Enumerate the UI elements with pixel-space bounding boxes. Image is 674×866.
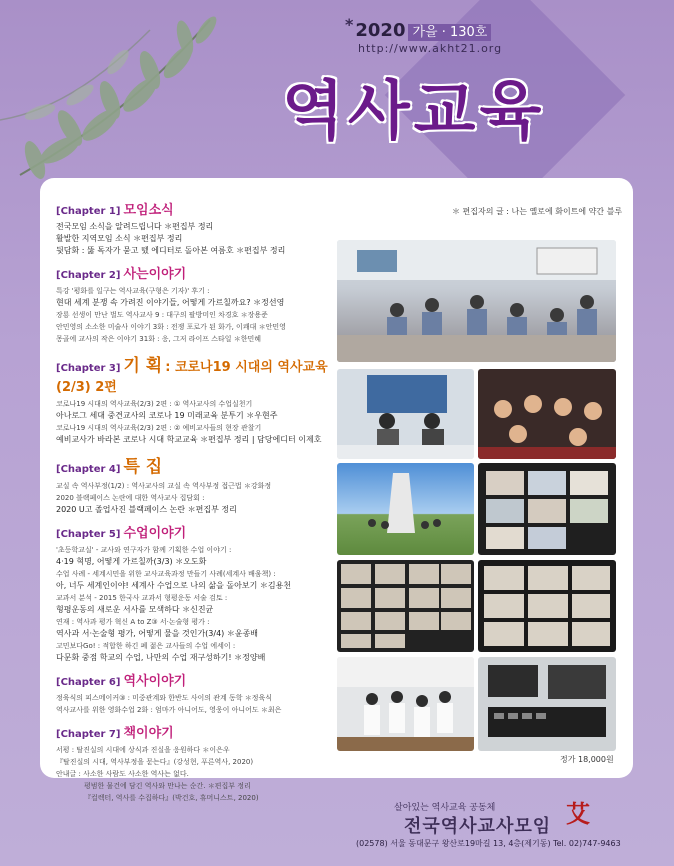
magazine-title: 역사교육 [282, 75, 546, 149]
chapter-2 [56, 263, 346, 345]
photo-monument-outdoor [337, 463, 474, 555]
toc-line: 평범한 물건에 담긴 역사와 만나는 순간. ＊편집부 정리 [84, 782, 251, 790]
chapter-tag: [Chapter 5] [56, 529, 121, 540]
chapter-tag: [Chapter 7] [56, 729, 121, 740]
toc-line: 안민영의 소소한 미술사 이야기 3화 : 전쟁 포로가 된 화가, 이쾌대 ＊안민영 [56, 323, 286, 331]
photo-students-classroom [337, 657, 474, 751]
photo-classroom-workshop [337, 240, 616, 362]
chapter-tag: [Chapter 4] [56, 464, 121, 475]
footer-tagline: 살아있는 역사교육 공동체 [394, 803, 496, 813]
photo-video-call-grid-3 [478, 560, 616, 652]
chapter-name: 사는이야기 [123, 267, 187, 282]
toc-line: 교실 속 역사부정(1/2) : 역사교사의 교실 속 역사부정 접근법 ＊강화정 [56, 482, 272, 490]
eucalyptus-branch-illustration [0, 0, 300, 190]
toc-line: 다문화 중점 학교의 수업, 나만의 수업 재구성하기! ＊정양배 [56, 653, 266, 662]
photo-studio-equipment [478, 657, 616, 751]
chapter-name: 수업이야기 [123, 526, 187, 541]
photo-video-call-grid-1 [478, 463, 616, 555]
organization-logo: 艾 [566, 800, 590, 828]
toc-line: 교과서 분석 - 2015 한국사 교과서 형평운동 서술 검토 : [56, 594, 228, 602]
toc-line: 몽골에 교사의 작은 이야기 31화 : 응, 그저 라이프 스타일 ＊한민혜 [56, 335, 262, 343]
chapter-tag: [Chapter 3] [56, 363, 121, 374]
toc-line: 2020 U고 졸업사진 블랙페이스 논란 ＊편집부 정리 [56, 505, 237, 514]
toc-line: 코로나19 시대의 역사교육(2/3) 2편 : ① 역사교사의 수업실천기 [56, 400, 253, 408]
toc-line: 정육식의 피스메이커③ : 미중관계와 한반도 사이의 관계 동학 ＊정육식 [56, 694, 273, 702]
asterisk-icon: * [345, 15, 354, 34]
photo-group-dinner [478, 369, 616, 459]
toc-line: 활발한 지역모임 소식 ＊편집부 정리 [56, 234, 183, 243]
toc-line: 장룡 선생이 만난 벌도 역사교사 9 : 대구의 팔방미인 차경호 ＊장용준 [56, 311, 268, 319]
chapter-subtitle: : 코로나19 시대의 역사교육(2/3) 2편 [56, 360, 328, 395]
toc-line: 『컬렉터, 역사를 수집하다』(박건호, 휴머니스트, 2020) [84, 794, 259, 802]
issue-year: 2020 [355, 20, 406, 41]
chapter-4 [56, 452, 346, 516]
editor-note: ＊ 편집자의 글 : 나는 옐로에 화이트에 약간 블루 [452, 207, 623, 216]
toc-line: 예비교사가 바라본 코로나 시대 학교교육 ＊편집부 정리 | 담당에디터 이제호 [56, 435, 322, 444]
toc-line: 전국모임 소식을 알려드립니다 ＊편집부 정리 [56, 222, 214, 231]
toc-line: 고민보다Go! : 적합한 하긴 폐 젊은 교사들의 수업 에세이 : [56, 642, 236, 650]
toc-line: 아나로그 세대 중견교사의 코로나 19 미래교육 분투기 ＊우현주 [56, 411, 278, 420]
toc-line: 형평운동의 새로운 서사를 모색하다 ＊신진균 [56, 605, 214, 614]
photo-video-call-grid-2 [337, 560, 474, 652]
toc-line: 4·19 혁명, 어떻게 가르칠까(3/3) ＊오도화 [56, 557, 207, 566]
footer-address: (02578) 서울 동대문구 왕산로19마길 13, 4층(제기동) Tel. 02)747-9463 [356, 839, 621, 848]
chapter-tag: [Chapter 1] [56, 206, 121, 217]
toc-line: '초등학교실' - 교사와 연구자가 함께 기획한 수업 이야기 : [56, 546, 232, 554]
table-of-contents [56, 193, 346, 804]
cover-header [0, 0, 674, 190]
toc-line: 아, 너두 세계인이야! 세계사 수업으로 나의 삶을 돌아보기 ＊김용천 [56, 581, 292, 590]
toc-line: 현대 세계 분쟁 속 가려진 이야기들, 어떻게 가르칠까요? ＊정선영 [56, 298, 285, 307]
chapter-3 [56, 351, 346, 446]
toc-line: 『탈진실의 시대, 역사부정을 묻는다』(강성현, 푸른역사, 2020) [56, 758, 254, 766]
toc-line: 2020 블랙페이스 논란에 대한 역사교사 집담회 : [56, 494, 205, 502]
toc-line: 코로나19 시대의 역사교육(2/3) 2편 : ② 예비교사들의 현장 관찰기 [56, 424, 262, 432]
toc-line: 역사교사를 위한 영화수업 2화 : 엄마가 아니어도, 영웅이 아니어도 ＊최은 [56, 706, 282, 714]
toc-line: 서평 : 탈진실의 시대에 상식과 진실을 응원하다 ＊이은우 [56, 746, 230, 754]
toc-line: 안내글 : 사소한 사람도 사소한 역사는 없다. [56, 770, 189, 778]
price-label: 정가 18,000원 [560, 755, 614, 764]
toc-line: 수업 사례 - 세계시민을 위한 교사교육과정 만들기 사례(세계사 배움책) : [56, 570, 276, 578]
chapter-name: 모임소식 [123, 203, 174, 218]
toc-line: 연재 : 역사과 평가 혁신 A to Z③ 서·논술형 평가 : [56, 618, 210, 626]
photo-online-broadcast [337, 369, 474, 459]
footer-organization: 전국역사교사모임 [404, 816, 552, 837]
chapter-5 [56, 522, 346, 664]
chapter-name: 기 획 [123, 356, 163, 376]
issue-info [345, 15, 491, 41]
chapter-name: 역사이야기 [123, 674, 187, 689]
chapter-6 [56, 670, 346, 716]
chapter-1 [56, 199, 346, 257]
toc-line: 뒷담화 : 뚫 독자가 묻고 뗐 에디터로 돌아본 여름호 ＊편집부 정리 [56, 246, 286, 255]
chapter-7 [56, 722, 346, 804]
chapter-name: 특 집 [123, 457, 163, 477]
website-url: http://www.akht21.org [358, 42, 503, 55]
toc-line: 특강 '평화를 일구는 역사교육(구형은 기자)' 후기 : [56, 287, 210, 295]
chapter-name: 책이야기 [123, 726, 174, 741]
chapter-tag: [Chapter 6] [56, 677, 121, 688]
issue-season: 가을 · 130호 [408, 24, 491, 41]
chapter-tag: [Chapter 2] [56, 270, 121, 281]
toc-line: 역사과 서·논술형 평가, 어떻게 물을 것인가(3/4) ＊윤종배 [56, 629, 259, 638]
